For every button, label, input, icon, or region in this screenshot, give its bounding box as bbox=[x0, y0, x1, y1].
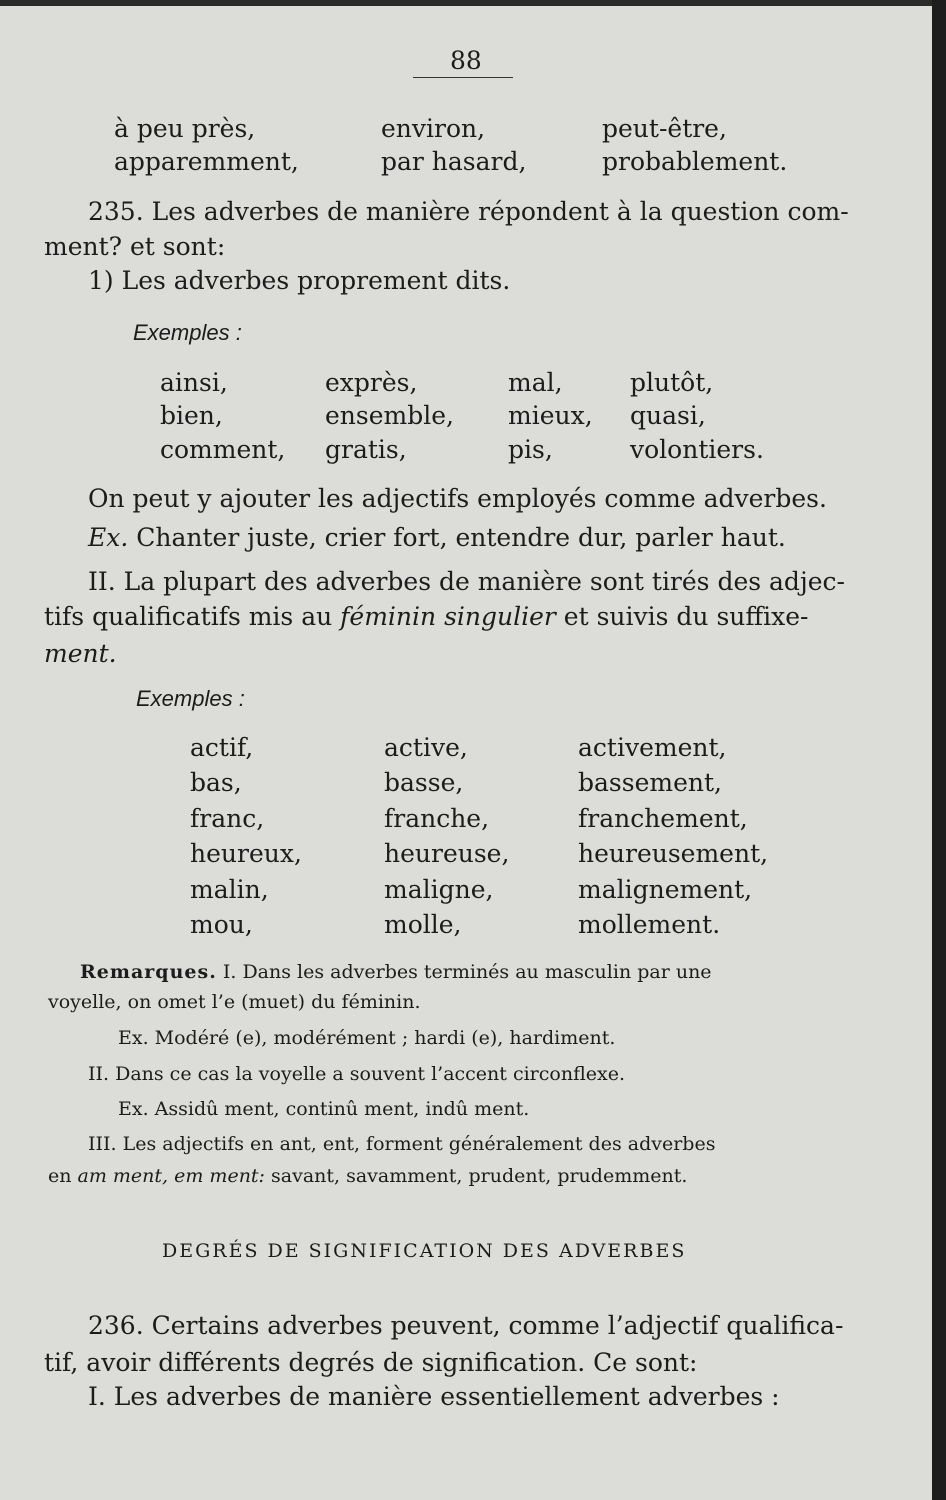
top-row2-c3: probablement. bbox=[602, 147, 788, 176]
section-title: DEGRÉS DE SIGNIFICATION DES ADVERBES bbox=[162, 1240, 687, 1262]
ex2-c1-r3: franc, bbox=[190, 804, 265, 833]
top-row1-c1: à peu près, bbox=[114, 114, 256, 143]
ex2-c2-r4: heureuse, bbox=[384, 839, 510, 868]
remarques-r3-line2-b: savant, savamment, prudent, prudemment. bbox=[271, 1165, 688, 1187]
ex1-c1-r1: ainsi, bbox=[160, 368, 228, 397]
p235-line2: ment? et sont: bbox=[44, 232, 226, 261]
pII-line2-b: et suivis du suffixe- bbox=[563, 602, 809, 631]
top-row1-c3: peut-être, bbox=[602, 114, 727, 143]
remarques-r3-line2-a: en bbox=[48, 1165, 72, 1187]
ex2-c2-r6: molle, bbox=[384, 910, 462, 939]
page-number: 88 bbox=[450, 46, 482, 75]
pII-line2 bbox=[44, 604, 809, 629]
ex1-c4-r2: quasi, bbox=[630, 401, 706, 430]
remarques-r1-example: Ex. Modéré (e), modérément ; hardi (e), hardiment. bbox=[118, 1027, 616, 1049]
ex2-c2-r5: maligne, bbox=[384, 875, 494, 904]
p236-line2: tif, avoir différents degrés de signification. Ce sont: bbox=[44, 1348, 698, 1377]
ex1-c3-r1: mal, bbox=[508, 368, 563, 397]
ex1-c4-r3: volontiers. bbox=[630, 435, 764, 464]
ex2-c2-r3: franche, bbox=[384, 804, 490, 833]
add-line: On peut y ajouter les adjectifs employés comme adverbes. bbox=[88, 484, 827, 513]
ex1-c2-r3: gratis, bbox=[325, 435, 407, 464]
remarques-r2-example: Ex. Assidû ment, continû ment, indû ment. bbox=[118, 1098, 530, 1120]
ex2-c1-r4: heureux, bbox=[190, 839, 302, 868]
p235-item1: 1) Les adverbes proprement dits. bbox=[88, 266, 511, 295]
ex2-c3-r1: activement, bbox=[578, 733, 727, 762]
ex1-c2-r1: exprès, bbox=[325, 368, 418, 397]
ex1-c1-r3: comment, bbox=[160, 435, 286, 464]
ex2-c3-r4: heureusement, bbox=[578, 839, 769, 868]
ex2-c1-r5: malin, bbox=[190, 875, 269, 904]
pII-line3: ment. bbox=[44, 639, 117, 668]
remarques-r3-line1: III. Les adjectifs en ant, ent, forment généralement des adverbes bbox=[88, 1133, 716, 1155]
p236-line1: 236. Certains adverbes peuvent, comme l’adjectif qualifica- bbox=[88, 1311, 844, 1340]
ex2-c2-r2: basse, bbox=[384, 768, 464, 797]
remarques-r3-line2 bbox=[48, 1167, 687, 1186]
top-row2-c2: par hasard, bbox=[381, 147, 527, 176]
ex-line-label: Ex. bbox=[88, 523, 129, 552]
top-row2-c1: apparemment, bbox=[114, 147, 299, 176]
scan-right-edge bbox=[932, 0, 946, 1500]
remarques-r3-line2-italic: am ment, em ment: bbox=[77, 1165, 265, 1187]
ex2-c3-r2: bassement, bbox=[578, 768, 722, 797]
page-number-rule bbox=[413, 77, 513, 78]
ex2-c1-r2: bas, bbox=[190, 768, 242, 797]
ex1-c4-r1: plutôt, bbox=[630, 368, 714, 397]
ex2-c1-r6: mou, bbox=[190, 910, 253, 939]
ex-line-text: Chanter juste, crier fort, entendre dur, parler haut. bbox=[136, 523, 786, 552]
remarques-line1 bbox=[80, 963, 712, 982]
ex-line bbox=[88, 525, 786, 550]
pII-line2-italic: féminin singulier bbox=[340, 602, 556, 631]
remarques-label: Remarques. bbox=[80, 961, 217, 983]
ex2-c3-r5: malignement, bbox=[578, 875, 753, 904]
ex2-c3-r3: franchement, bbox=[578, 804, 748, 833]
ex1-c3-r2: mieux, bbox=[508, 401, 593, 430]
pII-line1: II. La plupart des adverbes de manière sont tirés des adjec- bbox=[88, 567, 845, 596]
remarques-r1-line2: voyelle, on omet l’e (muet) du féminin. bbox=[48, 991, 421, 1013]
ex2-c3-r6: mollement. bbox=[578, 910, 721, 939]
pII-line2-a: tifs qualificatifs mis au bbox=[44, 602, 333, 631]
ex2-c1-r1: actif, bbox=[190, 733, 254, 762]
ex1-c1-r2: bien, bbox=[160, 401, 223, 430]
examples-label-1: Exemples : bbox=[133, 320, 242, 345]
ex1-c3-r3: pis, bbox=[508, 435, 553, 464]
ex1-c2-r2: ensemble, bbox=[325, 401, 454, 430]
ex2-c2-r1: active, bbox=[384, 733, 468, 762]
p235-line1: 235. Les adverbes de manière répondent à la question com- bbox=[88, 197, 849, 226]
examples-label-2: Exemples : bbox=[136, 686, 245, 711]
top-row1-c2: environ, bbox=[381, 114, 486, 143]
remarques-r1-line1: I. Dans les adverbes terminés au masculin par une bbox=[222, 961, 712, 983]
p236-line3: I. Les adverbes de manière essentiellement adverbes : bbox=[88, 1382, 780, 1411]
remarques-r2: II. Dans ce cas la voyelle a souvent l’accent circonflexe. bbox=[88, 1063, 625, 1085]
